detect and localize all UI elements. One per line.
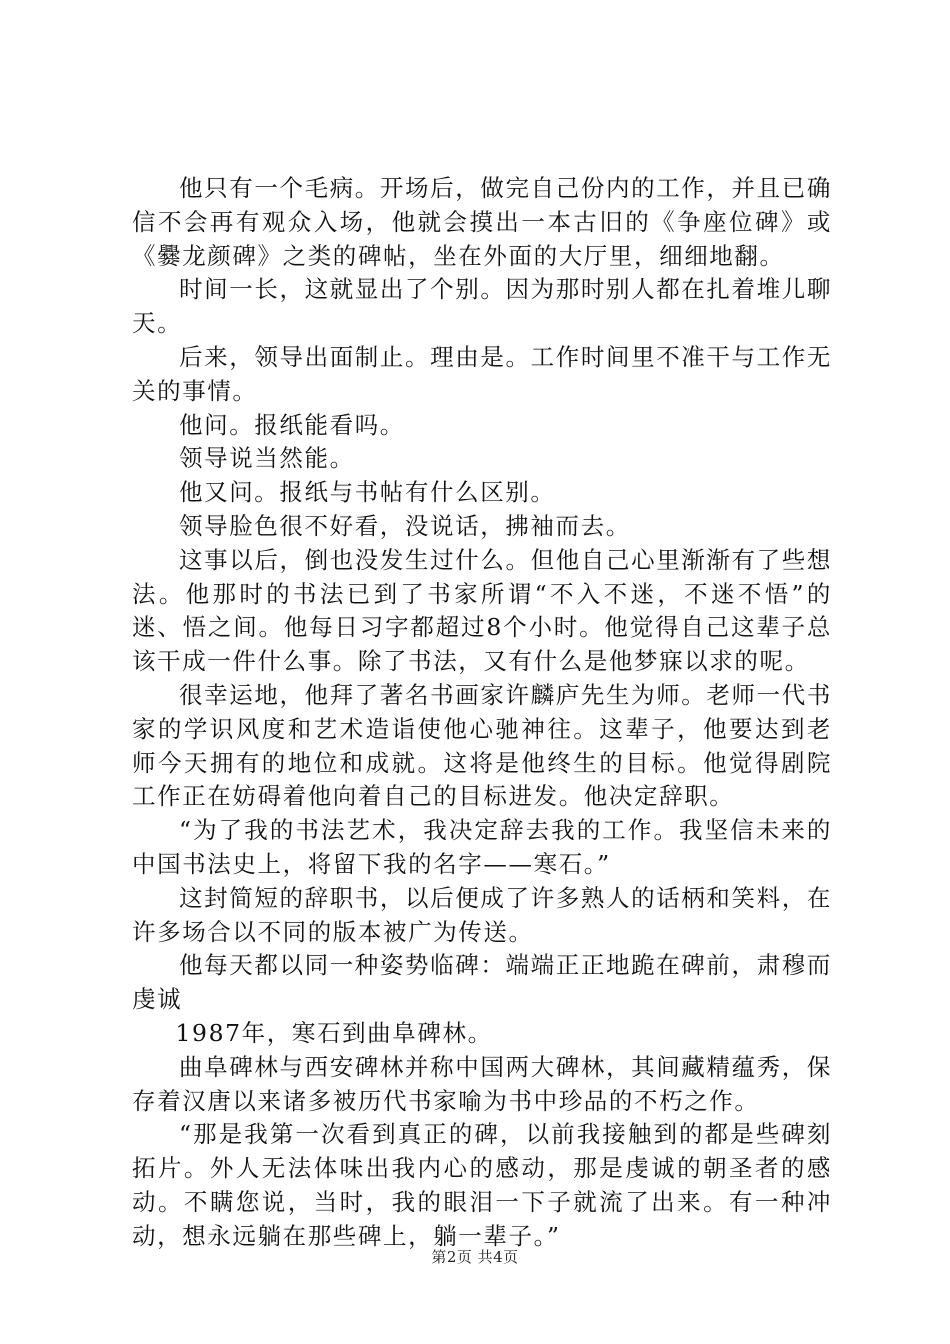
paragraph-11: 这封简短的辞职书，以后便成了许多熟人的话柄和笑料，在许多场合以不同的版本被广为传送。 — [132, 883, 832, 946]
paragraph-6: 他又问。报纸与书帖有什么区别。 — [179, 478, 556, 507]
document-body — [132, 172, 832, 1254]
paragraph-8: 这事以后，倒也没发生过什么。但他自己心里渐渐有了些想法。他那时的书法已到了书家所谓“不入不迷，不迷不悟”的迷、悟之间。他每日习字都超过8个小时。他觉得自己这辈子总该干成一件什么事。除了书法，又有什么是他梦寐以求的呢。 — [132, 545, 832, 676]
paragraph-7: 领导脸色很不好看，没说话，拂袖而去。 — [179, 511, 631, 540]
paragraph-2: 时间一长，这就显出了个别。因为那时别人都在扎着堆儿聊天。 — [132, 275, 832, 338]
page-footer: 第2页 共4页 — [431, 1248, 519, 1266]
paragraph-10: “为了我的书法艺术，我决定辞去我的工作。我坚信未来的中国书法史上，将留下我的名字——寒石。” — [132, 816, 832, 878]
paragraph-15: “那是我第一次看到真正的碑，以前我接触到的都是些碑刻拓片。外人无法体味出我内心的感动，那是虔诚的朝圣者的感动。不瞒您说，当时，我的眼泪一下子就流了出来。有一种冲动，想永远躺在那些碑上，躺一辈子。” — [132, 1120, 832, 1250]
paragraph-3: 后来，领导出面制止。理由是。工作时间里不准干与工作无关的事情。 — [132, 342, 832, 405]
paragraph-13: 1987年，寒石到曲阜碑林。 — [175, 1018, 493, 1047]
paragraph-5: 领导说当然能。 — [179, 444, 355, 473]
paragraph-4: 他问。报纸能看吗。 — [179, 410, 405, 439]
paragraph-9: 很幸运地，他拜了著名书画家许麟庐先生为师。老师一代书家的学识风度和艺术造诣使他心驰神往。这辈子，他要达到老师今天拥有的地位和成就。这将是他终生的目标。他觉得剧院工作正在妨碍着他向着自己的目标进发。他决定辞职。 — [132, 680, 832, 811]
paragraph-12: 他每天都以同一种姿势临碑：端端正正地跪在碑前，肃穆而虔诚 — [132, 951, 832, 1014]
paragraph-1: 他只有一个毛病。开场后，做完自己份内的工作，并且已确信不会再有观众入场，他就会摸出一本古旧的《争座位碑》或《爨龙颜碑》之类的碑帖，坐在外面的大厅里，细细地翻。 — [132, 174, 832, 270]
paragraph-14: 曲阜碑林与西安碑林并称中国两大碑林，其间藏精蕴秀，保存着汉唐以来诸多被历代书家喻为书中珍品的不朽之作。 — [132, 1052, 832, 1115]
